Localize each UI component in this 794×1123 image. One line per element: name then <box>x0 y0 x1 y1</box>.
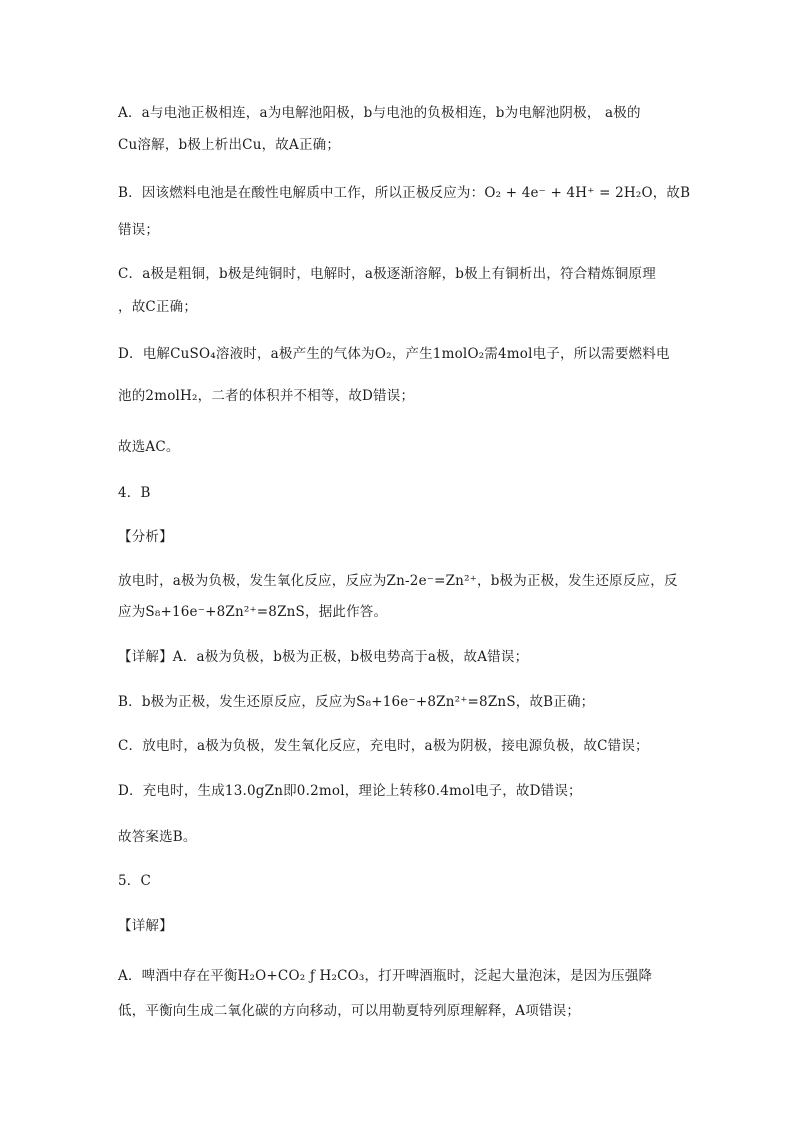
text-line-16: C．放电时，a极为负极，发生氧化反应，充电时，a极为阴极，接电源负极，故C错误； <box>118 738 649 754</box>
text-line-13: 应为S₈+16e⁻+8Zn²⁺=8ZnS，据此作答。 <box>118 604 388 620</box>
section-heading-analysis: 【分析】 <box>118 529 173 545</box>
text-line-18: 故答案选B。 <box>118 829 197 845</box>
text-line-22: 低，平衡向生成二氧化碳的方向移动，可以用勒夏特列原理解释，A项错误； <box>118 1003 581 1019</box>
question-number-4: 4．B <box>118 485 151 501</box>
text-line-4: 错误； <box>118 222 160 238</box>
text-line-1: A．a与电池正极相连，a为电解池阳极，b与电池的负极相连，b为电解池阴极， a极的 <box>118 105 641 121</box>
text-line-14: 【详解】A．a极为负极，b极为正极，b极电势高于a极，故A错误； <box>118 649 529 665</box>
text-line-8: 池的2molH₂，二者的体积并不相等，故D错误； <box>118 388 415 404</box>
text-line-21: A．啤酒中存在平衡H₂O+CO₂ ƒ H₂CO₃，打开啤酒瓶时，泛起大量泡沫，是因为压强降 <box>118 968 653 984</box>
text-line-2: Cu溶解，b极上析出Cu，故A正确； <box>118 137 341 153</box>
text-line-17: D．充电时，生成13.0gZn即0.2mol，理论上转移0.4mol电子，故D错误； <box>118 783 582 799</box>
text-line-3: B．因该燃料电池是在酸性电解质中工作，所以正极反应为：O₂ + 4e⁻ + 4H⁺ = 2H₂O，故B <box>118 185 691 201</box>
text-line-6: ，故C正确； <box>118 299 198 315</box>
text-line-7: D．电解CuSO₄溶液时，a极产生的气体为O₂，产生1molO₂需4mol电子，所以需要燃料电 <box>118 346 670 362</box>
text-line-15: B．b极为正极，发生还原反应，反应为S₈+16e⁻+8Zn²⁺=8ZnS，故B正确； <box>118 694 595 710</box>
text-line-12: 放电时，a极为负极，发生氧化反应，反应为Zn-2e⁻=Zn²⁺，b极为正极，发生还原反应，反 <box>118 573 678 589</box>
text-line-5: C．a极是粗铜，b极是纯铜时，电解时，a极逐渐溶解，b极上有铜析出，符合精炼铜原理 <box>118 266 656 282</box>
section-heading-detail: 【详解】 <box>118 918 173 934</box>
text-line-9: 故选AC。 <box>118 439 180 455</box>
question-number-5: 5．C <box>118 873 152 889</box>
